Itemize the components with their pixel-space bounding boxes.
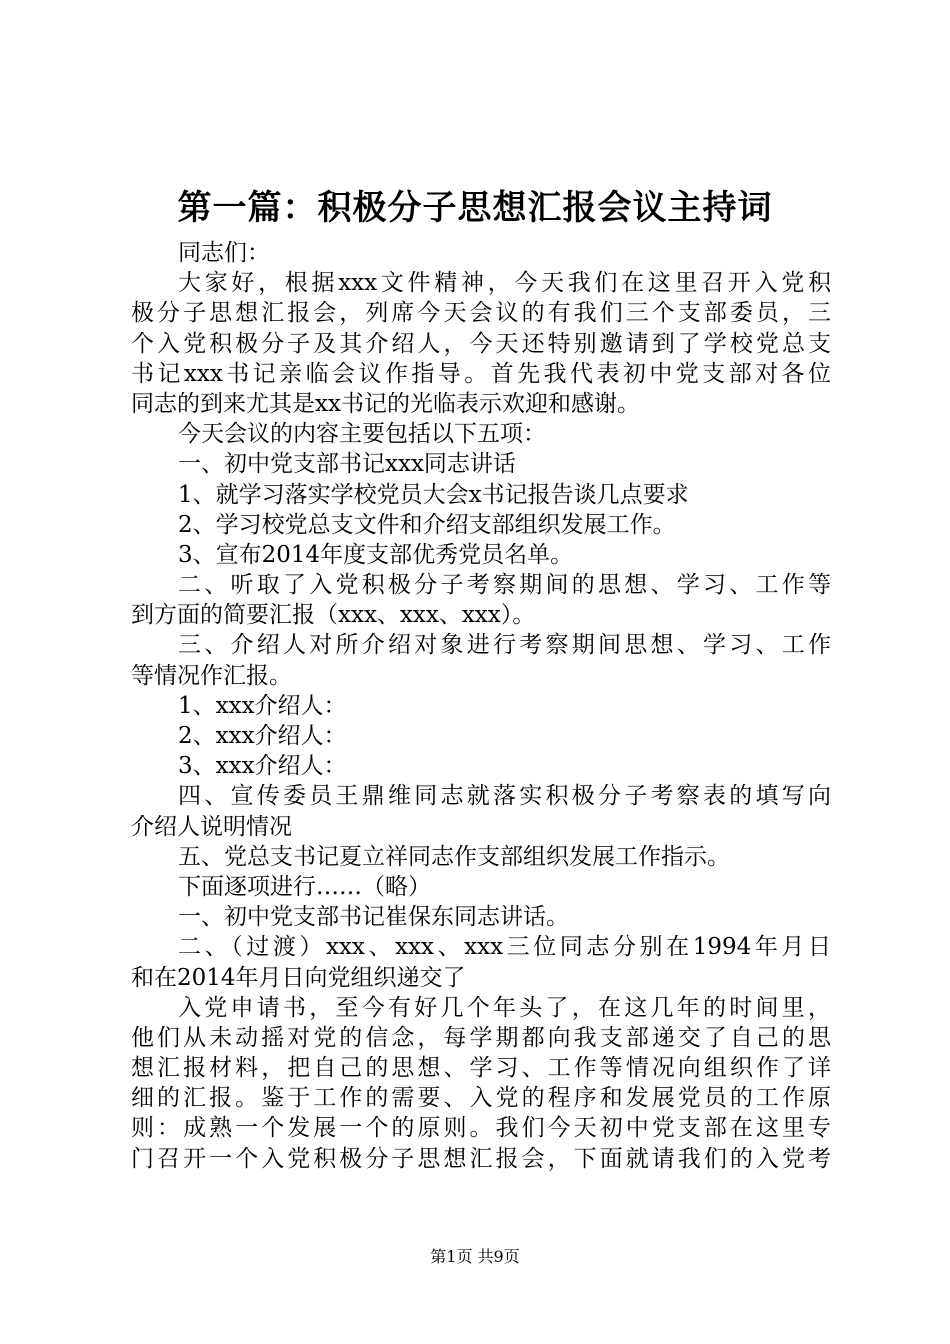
paragraph-line: 个入党积极分子及其介绍人，今天还特别邀请到了学校党总支 [131,330,831,357]
paragraph-line: 同志们： [178,240,270,266]
paragraph-line: 1、就学习落实学校党员大会x书记报告谈几点要求 [178,481,689,508]
paragraph-line: 下面逐项进行……（略） [178,873,431,900]
paragraph-line: 2、学习校党总支文件和介绍支部组织发展工作。 [178,511,676,538]
document-body [131,238,831,1174]
paragraph-line: 同志的到来尤其是xx书记的光临表示欢迎和感谢。 [131,390,640,417]
paragraph-line: 三、介绍人对所介绍对象进行考察期间思想、学习、工作 [178,632,831,659]
paragraph-line: 一、初中党支部书记崔保东同志讲话。 [178,904,569,931]
paragraph-line: 大家好，根据xxx文件精神，今天我们在这里召开入党积 [178,270,831,297]
paragraph-line: 五、党总支书记夏立祥同志作支部组织发展工作指示。 [178,843,730,870]
paragraph-line: 门召开一个入党积极分子思想汇报会，下面就请我们的入党考 [131,1145,831,1172]
paragraph-line: 四、宣传委员王鼎维同志就落实积极分子考察表的填写向 [178,783,831,810]
paragraph-line: 2、xxx介绍人： [178,723,347,749]
paragraph-line: 3、xxx介绍人： [178,753,347,780]
document-title: 第一篇：积极分子思想汇报会议主持词 [177,188,773,228]
paragraph-line: 细的汇报。鉴于工作的需要、入党的程序和发展党员的工作原 [131,1085,831,1112]
paragraph-line: 一、初中党支部书记xxx同志讲话 [178,451,516,478]
paragraph-line: 今天会议的内容主要包括以下五项： [178,421,546,448]
paragraph-line: 想汇报材料，把自己的思想、学习、工作等情况向组织作了详 [131,1055,831,1082]
paragraph-line: 到方面的简要汇报（xxx、xxx、xxx）。 [131,602,536,629]
paragraph-line: 和在2014年月日向党组织递交了 [131,964,466,991]
paragraph-line: 等情况作汇报。 [131,662,292,689]
paragraph-line: 介绍人说明情况 [131,813,292,840]
paragraph-line: 二、听取了入党积极分子考察期间的思想、学习、工作等 [178,572,831,599]
paragraph-line: 则：成熟一个发展一个的原则。我们今天初中党支部在这里专 [131,1115,831,1142]
paragraph-line: 他们从未动摇对党的信念，每学期都向我支部递交了自己的思 [131,1024,831,1051]
paragraph-line: 书记xxx书记亲临会议作指导。首先我代表初中党支部对各位 [131,360,831,387]
paragraph-line: 二、（过渡）xxx、xxx、xxx三位同志分别在1994年月日 [178,934,831,961]
page-footer: 第1页 共9页 [430,1247,520,1266]
paragraph-line: 入党申请书，至今有好几个年头了，在这几年的时间里， [178,994,831,1021]
paragraph-line: 极分子思想汇报会，列席今天会议的有我们三个支部委员，三 [131,300,831,327]
paragraph-line: 3、宣布2014年度支部优秀党员名单。 [178,541,574,568]
paragraph-line: 1、xxx介绍人： [178,692,347,719]
